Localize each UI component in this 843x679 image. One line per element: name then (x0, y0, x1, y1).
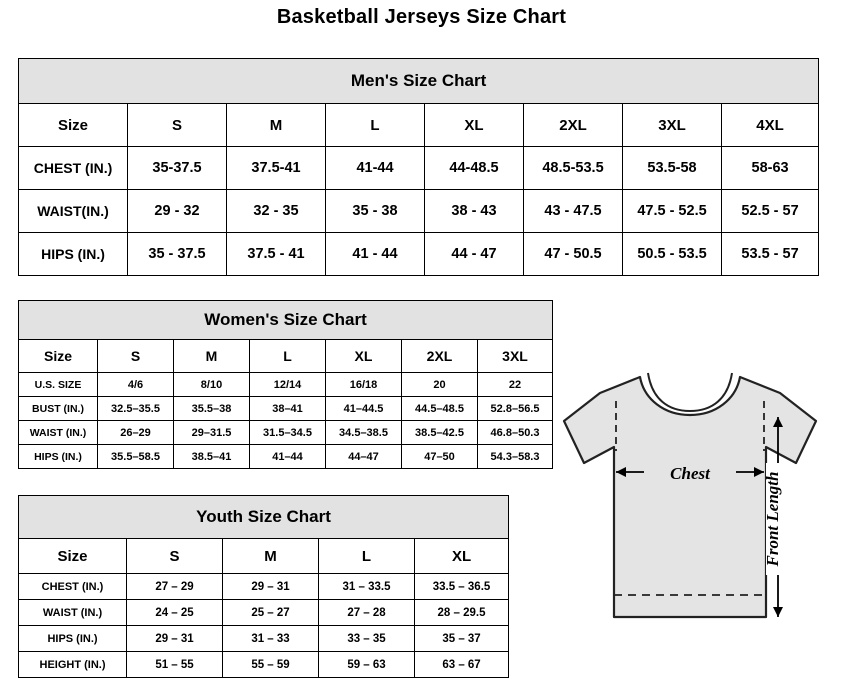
page-title: Basketball Jerseys Size Chart (276, 6, 567, 28)
youth-size-chart-table (18, 495, 509, 678)
mens-data-cell: 41 - 44 (326, 233, 425, 276)
womens-data-cell: 38.5–42.5 (402, 421, 478, 445)
womens-data-cell: 8/10 (174, 373, 250, 397)
mens-data-cell: 58-63 (722, 147, 819, 190)
table-row (19, 626, 509, 652)
jersey-measurement-diagram (540, 355, 840, 670)
front-length-arrow-bottom (773, 607, 783, 617)
womens-data-cell: 44–47 (326, 445, 402, 469)
mens-header-cell: 4XL (722, 104, 819, 147)
youth-data-cell: 33 – 35 (319, 626, 415, 652)
womens-data-cell: 12/14 (250, 373, 326, 397)
youth-chart-band-label: Youth Size Chart (19, 496, 509, 539)
womens-data-cell: 20 (402, 373, 478, 397)
mens-data-cell: 38 - 43 (425, 190, 524, 233)
youth-header-cell: S (127, 539, 223, 574)
womens-chart-band-label: Women's Size Chart (19, 301, 553, 340)
womens-header-cell: L (250, 340, 326, 373)
youth-data-cell: 29 – 31 (223, 574, 319, 600)
womens-row-label: WAIST (IN.) (19, 421, 98, 445)
youth-data-cell: 25 – 27 (223, 600, 319, 626)
mens-data-cell: 48.5-53.5 (524, 147, 623, 190)
womens-data-cell: 29–31.5 (174, 421, 250, 445)
youth-row-label: HIPS (IN.) (19, 626, 127, 652)
womens-data-cell: 41–44.5 (326, 397, 402, 421)
womens-data-cell: 4/6 (98, 373, 174, 397)
mens-data-cell: 32 - 35 (227, 190, 326, 233)
mens-data-cell: 52.5 - 57 (722, 190, 819, 233)
youth-header-cell: M (223, 539, 319, 574)
mens-header-cell: 3XL (623, 104, 722, 147)
table-row (19, 233, 819, 276)
table-row (19, 190, 819, 233)
mens-data-cell: 37.5 - 41 (227, 233, 326, 276)
youth-data-cell: 31 – 33.5 (319, 574, 415, 600)
table-row (19, 421, 553, 445)
womens-header-cell: Size (19, 340, 98, 373)
front-length-label: Front Length (763, 471, 782, 567)
mens-header-cell: 2XL (524, 104, 623, 147)
mens-row-label: CHEST (IN.) (19, 147, 128, 190)
womens-data-cell: 54.3–58.3 (478, 445, 553, 469)
womens-data-cell: 16/18 (326, 373, 402, 397)
mens-data-cell: 44-48.5 (425, 147, 524, 190)
womens-row-label: U.S. SIZE (19, 373, 98, 397)
mens-size-chart-table (18, 58, 819, 276)
mens-data-cell: 41-44 (326, 147, 425, 190)
mens-data-cell: 47.5 - 52.5 (623, 190, 722, 233)
womens-data-cell: 38.5–41 (174, 445, 250, 469)
mens-header-cell: L (326, 104, 425, 147)
youth-row-label: CHEST (IN.) (19, 574, 127, 600)
womens-header-cell: XL (326, 340, 402, 373)
mens-header-cell: S (128, 104, 227, 147)
table-row (19, 373, 553, 397)
youth-chart-header-row (19, 539, 509, 574)
youth-data-cell: 28 – 29.5 (415, 600, 509, 626)
youth-data-cell: 63 – 67 (415, 652, 509, 678)
womens-data-cell: 22 (478, 373, 553, 397)
mens-data-cell: 47 - 50.5 (524, 233, 623, 276)
table-row (19, 397, 553, 421)
table-row (19, 652, 509, 678)
womens-data-cell: 34.5–38.5 (326, 421, 402, 445)
youth-row-label: WAIST (IN.) (19, 600, 127, 626)
table-row (19, 574, 509, 600)
youth-data-cell: 51 – 55 (127, 652, 223, 678)
mens-chart-band-row (19, 59, 819, 104)
youth-header-cell: Size (19, 539, 127, 574)
youth-data-cell: 55 – 59 (223, 652, 319, 678)
table-row (19, 147, 819, 190)
womens-data-cell: 44.5–48.5 (402, 397, 478, 421)
womens-data-cell: 31.5–34.5 (250, 421, 326, 445)
mens-data-cell: 43 - 47.5 (524, 190, 623, 233)
youth-data-cell: 27 – 29 (127, 574, 223, 600)
mens-data-cell: 35 - 38 (326, 190, 425, 233)
collar-line (648, 373, 732, 411)
womens-data-cell: 52.8–56.5 (478, 397, 553, 421)
mens-header-cell: M (227, 104, 326, 147)
table-row (19, 600, 509, 626)
youth-header-cell: XL (415, 539, 509, 574)
youth-data-cell: 59 – 63 (319, 652, 415, 678)
youth-chart-band-row (19, 496, 509, 539)
youth-data-cell: 33.5 – 36.5 (415, 574, 509, 600)
youth-row-label: HEIGHT (IN.) (19, 652, 127, 678)
mens-chart-header-row (19, 104, 819, 147)
womens-row-label: HIPS (IN.) (19, 445, 98, 469)
mens-data-cell: 35-37.5 (128, 147, 227, 190)
mens-data-cell: 35 - 37.5 (128, 233, 227, 276)
mens-data-cell: 53.5-58 (623, 147, 722, 190)
womens-data-cell: 32.5–35.5 (98, 397, 174, 421)
womens-data-cell: 47–50 (402, 445, 478, 469)
chest-label: Chest (670, 464, 710, 483)
mens-data-cell: 50.5 - 53.5 (623, 233, 722, 276)
womens-data-cell: 35.5–38 (174, 397, 250, 421)
womens-data-cell: 46.8–50.3 (478, 421, 553, 445)
mens-header-cell: Size (19, 104, 128, 147)
womens-size-chart-table (18, 300, 553, 469)
womens-row-label: BUST (IN.) (19, 397, 98, 421)
youth-data-cell: 35 – 37 (415, 626, 509, 652)
womens-header-cell: S (98, 340, 174, 373)
womens-data-cell: 38–41 (250, 397, 326, 421)
mens-row-label: WAIST(IN.) (19, 190, 128, 233)
mens-data-cell: 37.5-41 (227, 147, 326, 190)
mens-header-cell: XL (425, 104, 524, 147)
womens-data-cell: 26–29 (98, 421, 174, 445)
table-row (19, 445, 553, 469)
youth-data-cell: 24 – 25 (127, 600, 223, 626)
youth-header-cell: L (319, 539, 415, 574)
mens-row-label: HIPS (IN.) (19, 233, 128, 276)
mens-chart-band-label: Men's Size Chart (19, 59, 819, 104)
womens-data-cell: 35.5–58.5 (98, 445, 174, 469)
youth-data-cell: 29 – 31 (127, 626, 223, 652)
womens-data-cell: 41–44 (250, 445, 326, 469)
womens-header-cell: M (174, 340, 250, 373)
womens-header-cell: 2XL (402, 340, 478, 373)
youth-data-cell: 27 – 28 (319, 600, 415, 626)
womens-chart-header-row (19, 340, 553, 373)
womens-header-cell: 3XL (478, 340, 553, 373)
mens-data-cell: 29 - 32 (128, 190, 227, 233)
womens-chart-band-row (19, 301, 553, 340)
jersey-shape-svg (540, 355, 840, 670)
youth-data-cell: 31 – 33 (223, 626, 319, 652)
mens-data-cell: 44 - 47 (425, 233, 524, 276)
mens-data-cell: 53.5 - 57 (722, 233, 819, 276)
